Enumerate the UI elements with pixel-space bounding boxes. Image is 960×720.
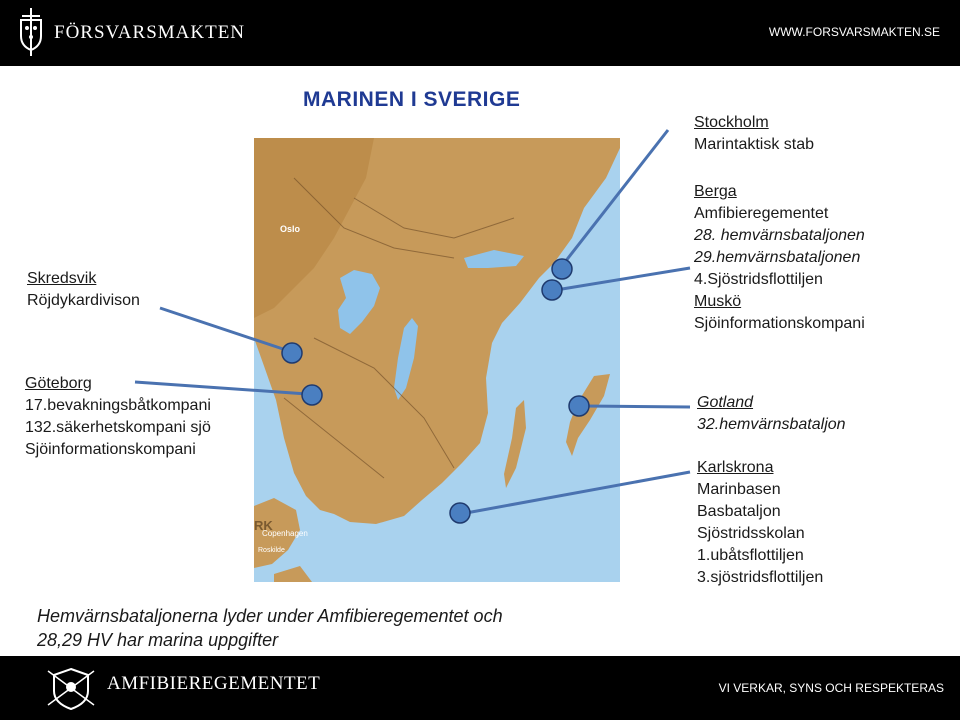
berga-block (694, 181, 865, 335)
gotland-block (697, 392, 846, 436)
stockholm-name: Stockholm (694, 114, 769, 131)
goteborg-line-2: 132.säkerhetskompani sjö (25, 419, 211, 436)
top-bar (0, 0, 960, 66)
karlskrona-name: Karlskrona (697, 459, 774, 476)
karlskrona-line-1: Marinbasen (697, 481, 781, 498)
skredsvik-block (27, 268, 140, 312)
goteborg-name: Göteborg (25, 375, 92, 392)
gotland-name: Gotland (697, 394, 754, 411)
brand-name: FÖRSVARSMAKTEN (54, 22, 246, 43)
footnote (37, 604, 503, 652)
map-svg (254, 138, 620, 582)
regiment-crest-icon (44, 665, 98, 711)
karlskrona-line-3: Sjöstridsskolan (697, 525, 805, 542)
goteborg-line-1: 17.bevakningsbåtkompani (25, 397, 211, 414)
website-url[interactable]: WWW.FORSVARSMAKTEN.SE (768, 25, 940, 39)
skredsvik-name: Skredsvik (27, 270, 97, 287)
karlskrona-block (697, 457, 823, 589)
berga-line-4: 4.Sjöstridsflottiljen (694, 271, 823, 288)
footnote-line-2: 28,29 HV har marina uppgifter (37, 630, 279, 650)
stockholm-block (694, 112, 814, 156)
karlskrona-line-4: 1.ubåtsflottiljen (697, 547, 804, 564)
berga-line-3: 29.hemvärnsbataljonen (694, 249, 861, 266)
goteborg-line-3: Sjöinformationskompani (25, 441, 196, 458)
crest-icon (16, 6, 46, 58)
berga-line-1: Amfibieregementet (694, 205, 829, 222)
motto: VI VERKAR, SYNS OCH RESPEKTERAS (718, 681, 944, 695)
map-label-dk: RK (254, 518, 273, 533)
page-title: MARINEN I SVERIGE (303, 88, 521, 111)
musko-name: Muskö (694, 293, 742, 310)
map-label-oslo: Oslo (280, 224, 301, 234)
musko-line-1: Sjöinformationskompani (694, 315, 865, 332)
karlskrona-line-2: Basbataljon (697, 503, 781, 520)
map-image (254, 138, 620, 582)
berga-name: Berga (694, 183, 737, 200)
karlskrona-line-5: 3.sjöstridsflottiljen (697, 569, 824, 586)
skredsvik-line-1: Röjdykardivison (27, 292, 140, 309)
gotland-line-1: 32.hemvärnsbataljon (697, 416, 846, 433)
berga-line-2: 28. hemvärnsbataljonen (694, 227, 865, 244)
footnote-line-1: Hemvärnsbataljonerna lyder under Amfibieregementet och (37, 606, 503, 626)
stockholm-line-1: Marintaktisk stab (694, 136, 815, 153)
map-label-copenhagen: Copenhagen (262, 529, 308, 538)
goteborg-block (25, 373, 211, 461)
map-label-roskilde: Roskilde (258, 547, 285, 554)
regiment-name: AMFIBIEREGEMENTET (107, 673, 321, 694)
